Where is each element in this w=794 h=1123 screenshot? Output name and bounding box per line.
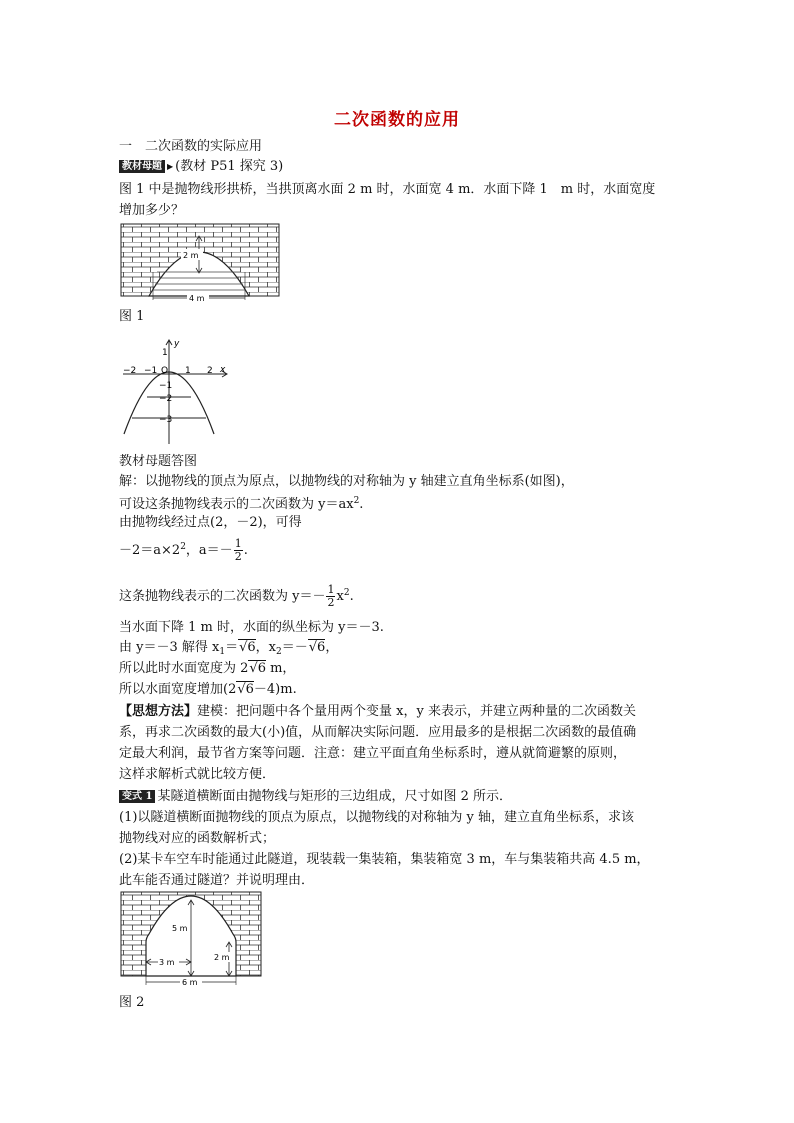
graph-tick-x: 1	[185, 366, 191, 376]
textbook-tag: 教材母题	[119, 160, 165, 173]
fig2-caption: 图 2	[119, 995, 145, 1010]
variant-line-3: 抛物线对应的函数解析式；	[119, 831, 276, 846]
solution-line-2: 可设这条抛物线表示的二次函数为 $y=ax^2$.	[119, 496, 364, 512]
arch-bridge-figure	[119, 222, 281, 302]
method-line-1: 【思想方法】建模：把问题中各个量用两个变量 x，y 来表示，并建立两种量的二次函数关	[119, 704, 636, 719]
graph-x-axis-label: x	[220, 365, 226, 375]
graph-tick-x: −2	[123, 366, 137, 376]
fraction-one-half: $\frac{1}{2}$	[327, 583, 335, 609]
problem-line-1: 图 1 中是抛物线形拱桥，当拱顶离水面 2 m 时，水面宽 4 m．水面下降 1 m 时，水面宽度	[119, 182, 656, 197]
solution-line-8: 所以此时水面宽度为 2√6 m，	[119, 661, 296, 676]
fraction-one-half: $\frac{1}{2}$	[234, 537, 242, 563]
play-triangle-icon: ▶	[167, 162, 174, 171]
fig1-height-label: 2 m	[183, 251, 199, 260]
method-line-3: 定最大利润，最节省方案等问题．注意：建立平面直角坐标系时，遵从就简避繁的原则，	[119, 746, 627, 761]
graph-tick-y: −3	[159, 415, 173, 425]
solution-line-9: 所以水面宽度增加(2√6－4)m.	[119, 682, 297, 697]
solution-line-4: $-2=a\times 2^2$，a＝－ $\frac{1}{2}$ .	[119, 537, 248, 563]
solution-line-1: 解：以抛物线的顶点为原点，以抛物线的对称轴为 y 轴建立直角坐标系(如图)，	[119, 474, 574, 489]
fig2-height-2m-label: 2 m	[214, 953, 230, 962]
solution-line-5: 这条抛物线表示的二次函数为 y＝－ $\frac{1}{2}$ $x^2$.	[119, 583, 354, 609]
fig1-caption: 图 1	[119, 309, 145, 324]
method-head: 【思想方法】	[119, 704, 198, 719]
graph-y-axis-label: y	[174, 339, 180, 349]
fig2-height-5m-label: 5 m	[172, 924, 188, 933]
problem-line-2: 增加多少？	[119, 203, 185, 218]
variant-line-1: 变式 1 某隧道横断面由抛物线与矩形的三边组成，尺寸如图 2 所示．	[119, 787, 512, 806]
method-line-4: 这样求解析式就比较方便．	[119, 767, 276, 782]
tunnel-figure	[119, 890, 263, 986]
variant-line-2: (1)以隧道横断面抛物线的顶点为原点，以抛物线的对称轴为 y 轴，建立直角坐标系，求该	[119, 810, 635, 825]
solution-line-6: 当水面下降 1 m 时，水面的纵坐标为 y＝－3.	[119, 620, 384, 635]
variant-tag: 变式 1	[119, 790, 155, 803]
solution-line-3: 由抛物线经过点(2，－2)，可得	[119, 515, 302, 530]
graph-tick-y: 1	[162, 348, 168, 358]
page-title: 二次函数的应用	[334, 110, 460, 130]
variant-line-4: (2)某卡车空车时能通过此隧道，现装载一集装箱，集装箱宽 3 m，车与集装箱共高 4.5 m，	[119, 852, 650, 867]
fig2-width-3m-label: 3 m	[159, 958, 175, 967]
section-heading: 一 二次函数的实际应用	[119, 139, 263, 154]
textbook-ref-line	[119, 157, 283, 176]
graph-tick-x: 2	[207, 366, 213, 376]
graph-tick-y: −2	[159, 394, 173, 404]
variant-line-5: 此车能否通过隧道？并说明理由．	[119, 873, 315, 888]
method-line-2: 系，再求二次函数的最大(小)值，从而解决实际问题．应用最多的是根据二次函数的最值确	[119, 725, 637, 740]
fig1-width-label: 4 m	[189, 294, 205, 302]
fig2-width-6m-label: 6 m	[182, 978, 198, 986]
graph-origin-label: O	[161, 366, 169, 376]
answer-coordinate-graph	[119, 338, 229, 446]
textbook-ref: (教材 P51 探究 3)	[175, 159, 284, 174]
graph-tick-x: −1	[144, 366, 158, 376]
graph-tick-y: −1	[159, 381, 173, 391]
answer-caption: 教材母题答图	[119, 454, 198, 469]
solution-line-7: 由 y＝－3 解得 $x_1=√6$，$x_2=-√6$，	[119, 640, 339, 657]
